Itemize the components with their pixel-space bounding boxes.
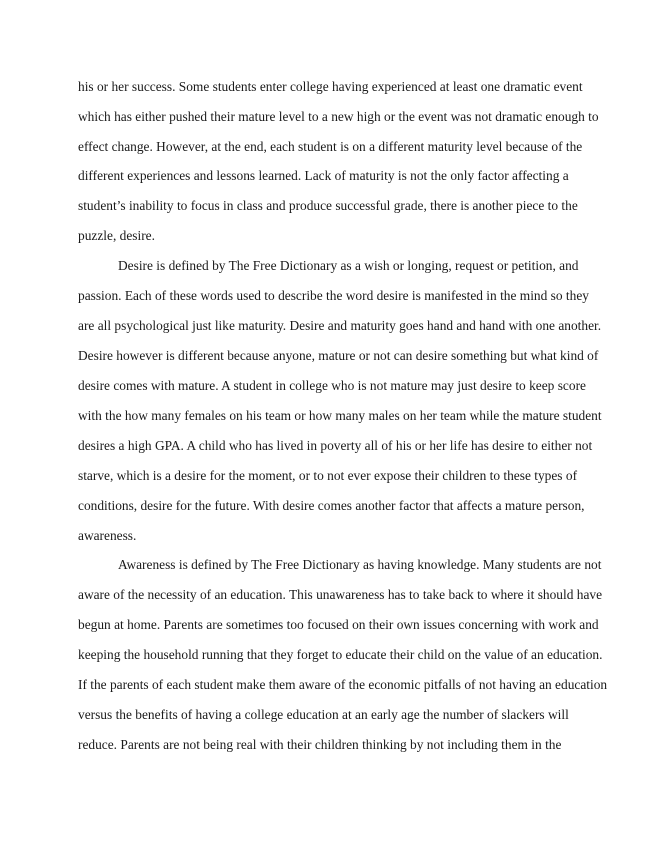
text-line: different experiences and lessons learned. Lack of maturity is not the only factor affecting a: [78, 168, 569, 183]
text-line: awareness.: [78, 528, 137, 543]
text-line: desires a high GPA. A child who has lived in poverty all of his or her life has desire to either not: [78, 438, 593, 453]
text-line: conditions, desire for the future. With desire comes another factor that affects a mature person,: [78, 498, 585, 513]
text-line: with the how many females on his team or how many males on her team while the mature student: [78, 408, 602, 423]
text-line: If the parents of each student make them aware of the economic pitfalls of not having an education: [78, 677, 608, 692]
text-line: desire comes with mature. A student in college who is not mature may just desire to keep score: [78, 378, 586, 393]
text-line: starve, which is a desire for the moment, or to not ever expose their children to these types of: [78, 468, 578, 483]
text-line: which has either pushed their mature level to a new high or the event was not dramatic enough to: [78, 109, 599, 124]
text-line: begun at home. Parents are sometimes too focused on their own issues concerning with work and: [78, 617, 599, 632]
text-line: his or her success. Some students enter college having experienced at least one dramatic event: [78, 79, 583, 94]
text-line: student’s inability to focus in class and produce successful grade, there is another piece to the: [78, 198, 578, 213]
text-line: puzzle, desire.: [78, 228, 155, 243]
text-line: versus the benefits of having a college education at an early age the number of slackers will: [78, 707, 569, 722]
paragraph-first-line: Desire is defined by The Free Dictionary as a wish or longing, request or petition, and: [118, 258, 579, 273]
paragraph-first-line: Awareness is defined by The Free Dictionary as having knowledge. Many students are not: [118, 557, 602, 572]
text-line: effect change. However, at the end, each student is on a different maturity level because of the: [78, 139, 583, 154]
text-line: are all psychological just like maturity. Desire and maturity goes hand and hand with one another.: [78, 318, 602, 333]
text-line: aware of the necessity of an education. This unawareness has to take back to where it should have: [78, 587, 603, 602]
text-line: passion. Each of these words used to describe the word desire is manifested in the mind so they: [78, 288, 589, 303]
text-line: Desire however is different because anyone, mature or not can desire something but what kind of: [78, 348, 599, 363]
text-line: keeping the household running that they forget to educate their child on the value of an education.: [78, 647, 603, 662]
text-line: reduce. Parents are not being real with their children thinking by not including them in the: [78, 737, 562, 752]
